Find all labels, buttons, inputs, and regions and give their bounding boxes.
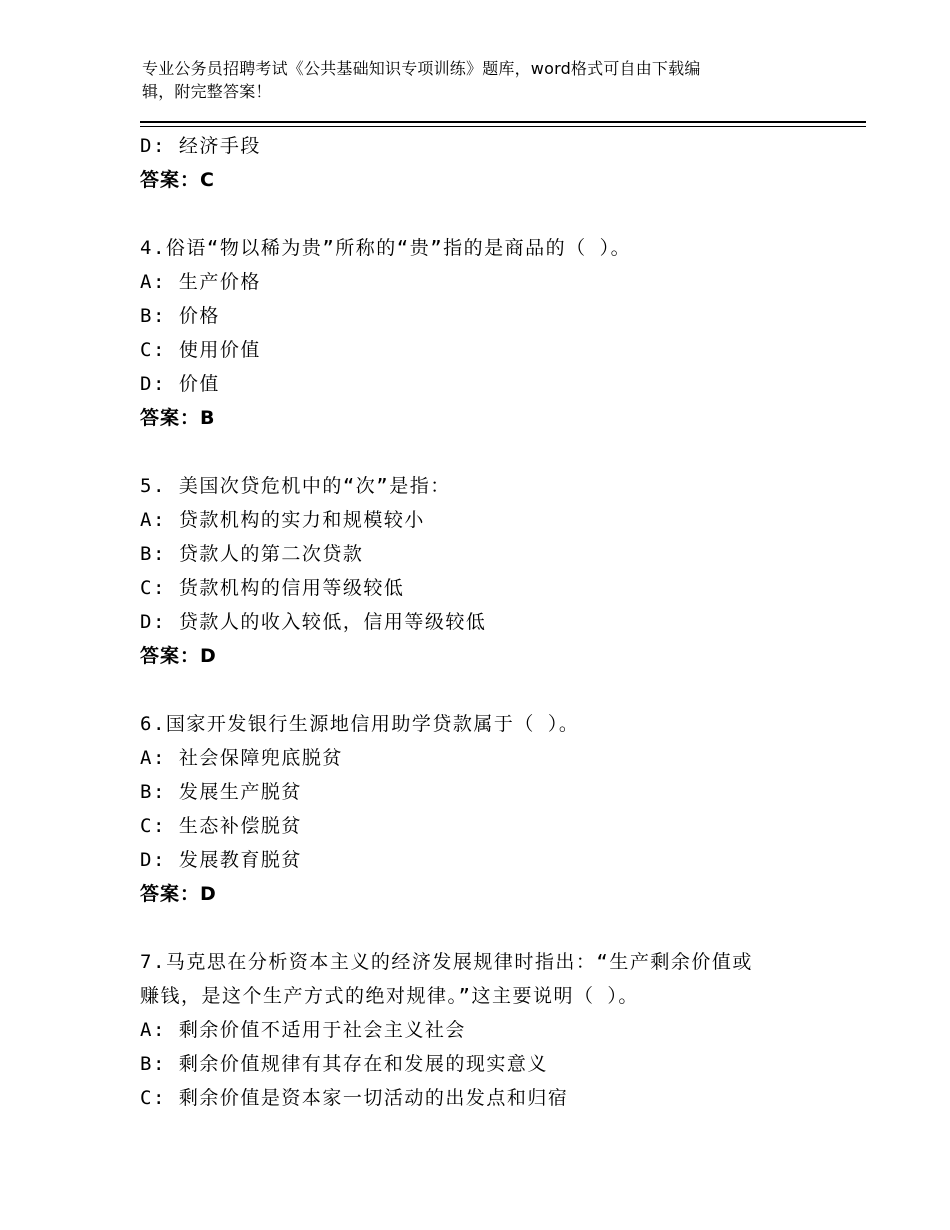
- option-b: B: 价格: [140, 305, 220, 327]
- spacer: [140, 673, 860, 707]
- question-stem-line-2: 赚钱，是这个生产方式的绝对规律。”这主要说明（ ）。: [140, 985, 639, 1007]
- question-stem-line-1: 7.马克思在分析资本主义的经济发展规律时指出：“生产剩余价值或: [140, 951, 753, 973]
- option-c: C: 货款机构的信用等级较低: [140, 577, 405, 599]
- option-c: C: 剩余价值是资本家一切活动的出发点和归宿: [140, 1087, 569, 1109]
- answer: 答案：D: [140, 645, 217, 667]
- option-a: A: 社会保障兜底脱贫: [140, 747, 343, 769]
- option-a: A: 生产价格: [140, 271, 261, 293]
- option-c: C: 生态补偿脱贫: [140, 815, 302, 837]
- spacer: [140, 911, 860, 945]
- option-b: B: 贷款人的第二次贷款: [140, 543, 364, 565]
- spacer: [140, 197, 860, 231]
- header-line-1: 专业公务员招聘考试《公共基础知识专项训练》题库，word格式可自由下载编: [142, 59, 701, 78]
- question-list: [140, 129, 860, 1115]
- answer: 答案：B: [140, 407, 216, 429]
- option-b: B: 剩余价值规律有其存在和发展的现实意义: [140, 1053, 548, 1075]
- answer: 答案：D: [140, 883, 217, 905]
- option-b: B: 发展生产脱贫: [140, 781, 302, 803]
- option-c: C: 使用价值: [140, 339, 261, 361]
- question-5: [140, 469, 860, 673]
- option-d: D: 贷款人的收入较低，信用等级较低: [140, 611, 487, 633]
- question-4: [140, 231, 860, 435]
- question-stem: 6.国家开发银行生源地信用助学贷款属于（ ）。: [140, 713, 580, 735]
- option-d: D: 价值: [140, 373, 220, 395]
- option-a: A: 剩余价值不适用于社会主义社会: [140, 1019, 466, 1041]
- carryover-option-d: D: 经济手段: [140, 135, 261, 157]
- question-7: [140, 945, 860, 1115]
- question-stem: 4.俗语“物以稀为贵”所称的“贵”指的是商品的（ ）。: [140, 237, 632, 259]
- question-stem: 5. 美国次贷危机中的“次”是指：: [140, 475, 451, 497]
- header-divider-thick: [140, 121, 866, 123]
- spacer: [140, 435, 860, 469]
- page-header: [142, 57, 822, 103]
- option-a: A: 贷款机构的实力和规模较小: [140, 509, 425, 531]
- header-divider-thin: [140, 126, 866, 127]
- option-d: D: 发展教育脱贫: [140, 849, 302, 871]
- carryover-answer: 答案：C: [140, 169, 215, 191]
- question-6: [140, 707, 860, 911]
- header-line-2: 辑，附完整答案！: [142, 82, 272, 101]
